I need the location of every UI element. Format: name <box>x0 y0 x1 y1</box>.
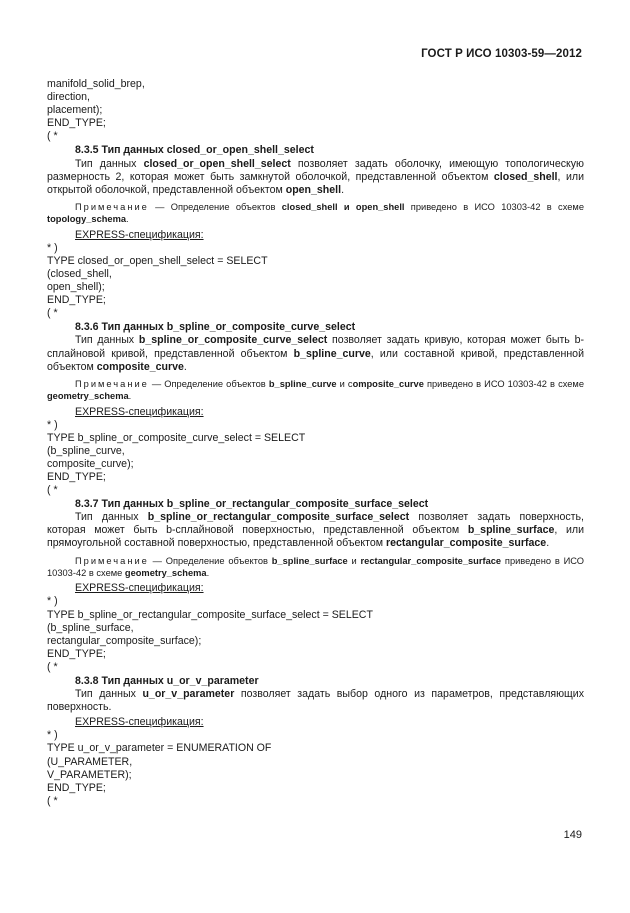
text-run: — Определение объектов <box>148 555 272 566</box>
express-spec-label: EXPRESS-спецификация: <box>75 228 204 241</box>
text-run: и с <box>336 378 353 389</box>
bold-term: closed_or_open_shell_select <box>143 157 291 170</box>
text-run: , или открытой оболочкой, представленной объектом <box>47 170 584 196</box>
code-line: ( * <box>47 484 58 497</box>
document-body <box>47 78 584 808</box>
page-number: 149 <box>563 829 582 841</box>
text-run: — Определение объектов <box>148 378 269 389</box>
bold-term: rectangular_composite_surface <box>386 537 547 550</box>
code-line: TYPE b_spline_or_rectangular_composite_surface_select = SELECT <box>47 608 373 621</box>
code-line: ( * <box>47 307 58 320</box>
section-paragraph <box>47 511 584 550</box>
express-spec-label: EXPRESS-спецификация: <box>75 405 204 418</box>
text-run: Тип данных <box>75 688 143 701</box>
bold-term: b_spline_curve <box>293 347 371 360</box>
text-run: . <box>128 391 132 402</box>
code-line: * ) <box>47 729 58 742</box>
code-line: rectangular_composite_surface); <box>47 634 202 647</box>
code-line: placement); <box>47 104 103 117</box>
code-line: END_TYPE; <box>47 647 106 660</box>
code-line: * ) <box>47 241 58 254</box>
bold-term: b_spline_surface <box>467 524 555 537</box>
text-run: Тип данных <box>75 334 139 347</box>
bold-term: composite_curve <box>96 360 184 373</box>
text-run: позволяет задать поверхность, которая может быть b-сплайновой поверхностью, представленной объектом <box>47 511 584 537</box>
code-line: (U_PARAMETER, <box>47 755 133 768</box>
code-line: (closed_shell, <box>47 267 112 280</box>
text-run: позволяет задать выбор одного из параметров, представляющих поверхность. <box>47 688 584 714</box>
bold-term: b_spline_curve <box>268 378 337 389</box>
text-run: . <box>546 537 550 550</box>
code-line: manifold_solid_brep, <box>47 78 145 90</box>
note-label: Примечание <box>75 378 149 389</box>
code-line: (b_spline_surface, <box>47 621 134 634</box>
code-line: ( * <box>47 130 58 143</box>
section-note <box>47 201 584 226</box>
page-header <box>0 0 630 70</box>
code-line: END_TYPE; <box>47 117 106 130</box>
note-label: Примечание <box>75 555 149 566</box>
section-note <box>47 555 584 580</box>
code-line: direction, <box>47 91 90 104</box>
code-line: TYPE u_or_v_parameter = ENUMERATION OF <box>47 742 272 755</box>
text-run: . <box>341 183 345 196</box>
section-paragraph <box>47 158 584 197</box>
code-line: V_PARAMETER); <box>47 768 132 781</box>
code-line: * ) <box>47 418 58 431</box>
bold-term: open_shell <box>285 183 342 196</box>
section-heading: 8.3.6 Тип данных b_spline_or_composite_curve_select <box>75 321 356 334</box>
code-line: END_TYPE; <box>47 294 106 307</box>
text-run: приведено в ИСО 10303-42 в схеме <box>47 555 584 578</box>
bold-term: omposite_curve <box>352 378 424 389</box>
bold-term: b_spline_surface <box>271 555 348 566</box>
express-spec-label: EXPRESS-спецификация: <box>75 582 204 595</box>
code-line: open_shell); <box>47 281 105 294</box>
text-run: позволяет задать оболочку, имеющую топологическую размерность 2, которая может быть замкнутой оболочкой, представленной объектом <box>47 157 584 183</box>
text-run: . <box>126 214 129 225</box>
text-run: приведено в ИСО 10303-42 в схеме <box>423 378 584 389</box>
text-run: позволяет задать кривую, которая может быть b-сплайновой кривой, представленной объектом <box>47 334 585 360</box>
text-run: Тип данных <box>75 511 148 524</box>
code-line: TYPE b_spline_or_composite_curve_select = SELECT <box>47 431 306 444</box>
bold-term: b_spline_or_rectangular_composite_surface_select <box>147 511 410 524</box>
section-heading: 8.3.7 Тип данных b_spline_or_rectangular_composite_surface_select <box>75 498 429 511</box>
document-standard-title: ГОСТ Р ИСО 10303-59—2012 <box>421 48 582 60</box>
section-heading: 8.3.8 Тип данных u_or_v_parameter <box>75 675 259 687</box>
text-run: . <box>206 567 210 578</box>
code-line: composite_curve); <box>47 457 134 470</box>
section-paragraph <box>47 688 584 714</box>
section-note <box>47 378 584 403</box>
bold-term: geometry_schema <box>124 567 207 578</box>
bold-term: b_spline_or_composite_curve_select <box>138 334 328 347</box>
section-heading: 8.3.5 Тип данных closed_or_open_shell_select <box>75 144 314 157</box>
code-line: END_TYPE; <box>47 781 106 794</box>
code-line: ( * <box>47 660 58 673</box>
bold-term: u_or_v_parameter <box>142 688 235 701</box>
note-label: Примечание <box>75 201 149 212</box>
code-line: * ) <box>47 595 58 608</box>
bold-term: geometry_schema <box>47 391 129 402</box>
bold-term: closed_shell <box>493 170 558 183</box>
text-run: приведено в ИСО 10303-42 в схеме <box>404 201 584 212</box>
bold-term: rectangular_composite_surface <box>360 555 502 566</box>
bold-term: closed_shell и open_shell <box>281 201 405 212</box>
text-run: , или прямоугольной составной поверхностью, представленной объектом <box>47 524 584 550</box>
code-line: ( * <box>47 794 58 807</box>
section-paragraph <box>47 334 584 373</box>
code-line: END_TYPE; <box>47 470 106 483</box>
code-line: TYPE closed_or_open_shell_select = SELECT <box>47 254 268 267</box>
text-run: — Определение объектов <box>148 201 282 212</box>
express-spec-label: EXPRESS-спецификация: <box>75 716 204 729</box>
text-run: , или составной кривой, представленной объектом <box>47 347 584 373</box>
bold-term: topology_schema <box>47 214 127 225</box>
text-run: Тип данных <box>75 157 144 170</box>
text-run: и <box>347 555 361 566</box>
text-run: . <box>183 360 187 373</box>
code-line: (b_spline_curve, <box>47 444 125 457</box>
